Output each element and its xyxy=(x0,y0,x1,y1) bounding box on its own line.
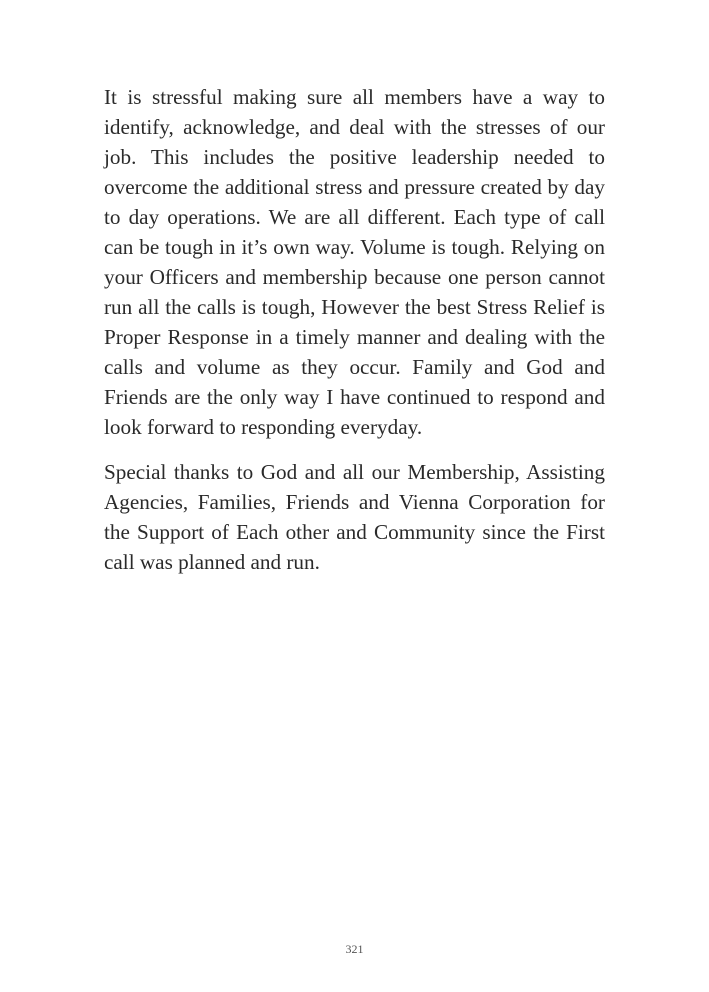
paragraph-stress: It is stressful making sure all members have a way to identify, acknowledge, and deal with the stresses of our job. This includes the positive leadership needed to overcome the additional stress and pressure created by day to day operations. We are all different. Each type of call can be tough in it’s own way. Volume is tough. Relying on your Officers and membership because one person cannot run all the calls is tough, However the best Stress Relief is Proper Response in a timely manner and dealing with the calls and volume as they occur. Family and God and Friends are the only way I have continued to respond and look forward to responding everyday. xyxy=(104,85,605,439)
page-number: 321 xyxy=(345,942,364,956)
paragraph-thanks: Special thanks to God and all our Membership, Assisting Agencies, Families, Friends and Vienna Corporation for the Support of Each other and Community since the First call was planned and run. xyxy=(104,460,605,574)
body-text xyxy=(104,82,605,592)
